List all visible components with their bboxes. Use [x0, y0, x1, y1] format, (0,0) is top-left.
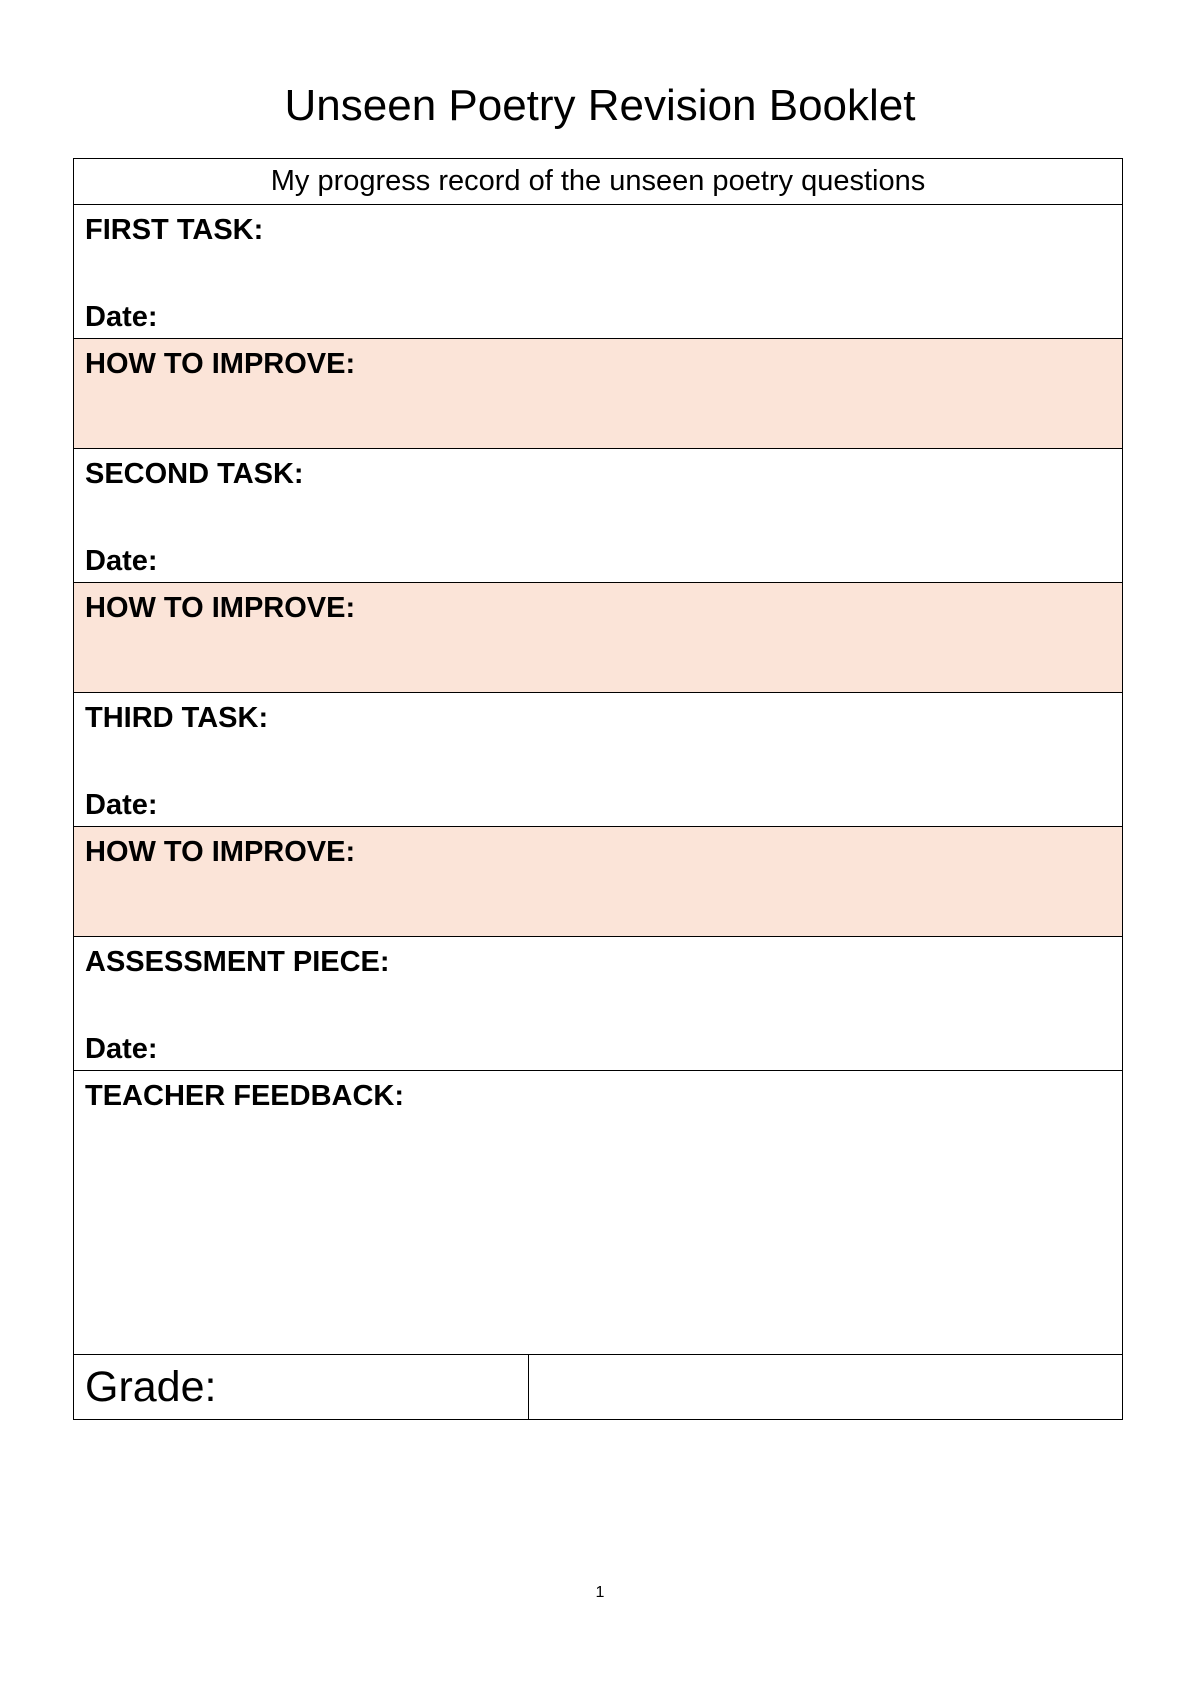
assessment-label: ASSESSMENT PIECE: — [85, 946, 390, 978]
third-task-date-label: Date: — [85, 789, 158, 821]
third-improve-label: HOW TO IMPROVE: — [85, 836, 356, 868]
third-improve-cell[interactable] — [74, 827, 1123, 937]
second-task-row — [74, 449, 1123, 583]
second-task-date-label: Date: — [85, 545, 158, 577]
feedback-row — [74, 1071, 1123, 1355]
grade-row — [74, 1355, 1123, 1420]
second-improve-cell[interactable] — [74, 583, 1123, 693]
third-task-label: THIRD TASK: — [85, 702, 269, 734]
third-improve-row — [74, 827, 1123, 937]
third-task-cell[interactable] — [74, 693, 1123, 827]
grade-value-cell[interactable] — [529, 1355, 1123, 1420]
first-task-row — [74, 205, 1123, 339]
first-task-cell[interactable] — [74, 205, 1123, 339]
assessment-date-label: Date: — [85, 1033, 158, 1065]
first-improve-label: HOW TO IMPROVE: — [85, 348, 356, 380]
teacher-feedback-cell[interactable] — [74, 1071, 1123, 1355]
page-number: 1 — [595, 1584, 605, 1601]
first-task-label: FIRST TASK: — [85, 214, 264, 246]
grade-label: Grade: — [85, 1363, 217, 1411]
page-title: Unseen Poetry Revision Booklet — [284, 81, 916, 130]
second-task-label: SECOND TASK: — [85, 458, 304, 490]
first-improve-cell[interactable] — [74, 339, 1123, 449]
assessment-cell[interactable] — [74, 937, 1123, 1071]
first-improve-row — [74, 339, 1123, 449]
table-header: My progress record of the unseen poetry questions — [74, 159, 1123, 205]
progress-record-table — [73, 158, 1123, 1420]
table-header-row — [74, 159, 1123, 205]
second-improve-label: HOW TO IMPROVE: — [85, 592, 356, 624]
teacher-feedback-label: TEACHER FEEDBACK: — [85, 1080, 404, 1112]
grade-label-cell — [74, 1355, 529, 1420]
assessment-row — [74, 937, 1123, 1071]
first-task-date-label: Date: — [85, 301, 158, 333]
second-improve-row — [74, 583, 1123, 693]
third-task-row — [74, 693, 1123, 827]
second-task-cell[interactable] — [74, 449, 1123, 583]
